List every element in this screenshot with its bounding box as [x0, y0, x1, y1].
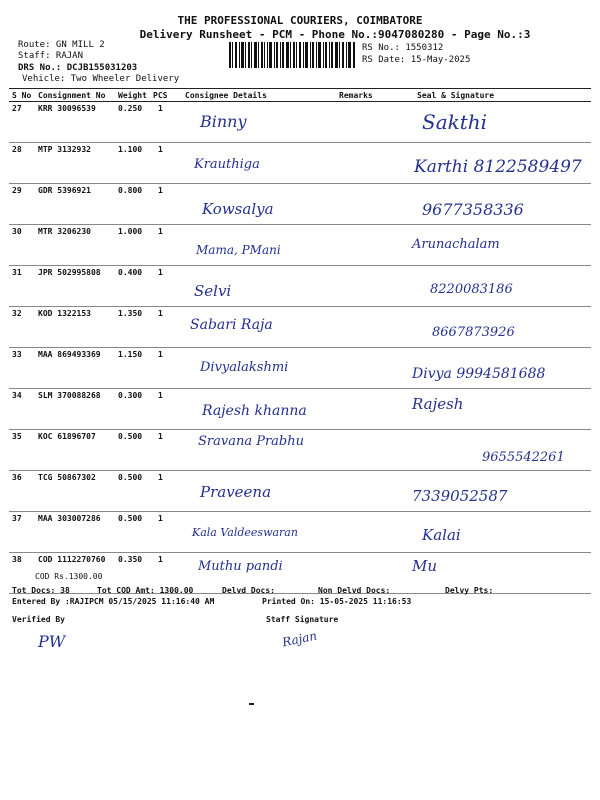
- signature-handwriting: Rajesh: [412, 395, 464, 413]
- consignee-cell: [182, 143, 336, 184]
- pcs: 1: [150, 266, 182, 307]
- delvy-pts: Delvy Pts:: [445, 586, 494, 595]
- table-row: [9, 184, 591, 225]
- tot-docs: Tot Docs: 38: [12, 586, 70, 595]
- table-row: [9, 348, 591, 389]
- consignee-cell: [182, 307, 336, 348]
- signature-handwriting: 7339052587: [412, 487, 508, 505]
- pcs: 1: [150, 184, 182, 225]
- table-row: [9, 102, 591, 143]
- table-row: [9, 143, 591, 184]
- signature-handwriting: 9677358336: [422, 200, 524, 219]
- consignee-handwriting: Divyalakshmi: [200, 360, 289, 375]
- remarks: [336, 348, 392, 389]
- pcs: 1: [150, 143, 182, 184]
- weight: 0.500: [115, 471, 150, 512]
- signature-handwriting: 9655542261: [482, 450, 565, 465]
- col-sno: S No: [9, 89, 35, 102]
- consignment-no: KOC 61896707: [35, 430, 115, 471]
- table-header-row: [9, 89, 591, 102]
- sno: 29: [9, 184, 35, 225]
- consignment-no: MTP 3132932: [35, 143, 115, 184]
- entered-by: Entered By :RAJIPCM 05/15/2025 11:16:40 AM: [12, 597, 215, 606]
- weight: 1.000: [115, 225, 150, 266]
- weight: 1.150: [115, 348, 150, 389]
- col-consignment-no: Consignment No: [35, 89, 115, 102]
- pcs: 1: [150, 471, 182, 512]
- signature-handwriting: Karthi 8122589497: [414, 157, 582, 177]
- sno: 30: [9, 225, 35, 266]
- sno: 27: [9, 102, 35, 143]
- sno: 32: [9, 307, 35, 348]
- consignee-handwriting: Kowsalya: [202, 200, 274, 218]
- signature-cell: [392, 225, 591, 266]
- remarks: [336, 184, 392, 225]
- remarks: [336, 225, 392, 266]
- signature-cell: [392, 389, 591, 430]
- consignee-cell: [182, 225, 336, 266]
- signature-handwriting: Sakthi: [422, 110, 488, 134]
- printed-on: Printed On: 15-05-2025 11:16:53: [262, 597, 412, 606]
- weight: 1.100: [115, 143, 150, 184]
- sno: 35: [9, 430, 35, 471]
- consignee-handwriting: Mama, PMani: [196, 243, 281, 257]
- consignee-cell: [182, 266, 336, 307]
- consignee-handwriting: Krauthiga: [194, 157, 260, 172]
- remarks: [336, 307, 392, 348]
- consignee-handwriting: Kala Valdeeswaran: [192, 526, 298, 539]
- rs-date: RS Date: 15-May-2025: [362, 55, 471, 65]
- pcs: 1: [150, 102, 182, 143]
- col-pcs: PCS: [150, 89, 182, 102]
- consignee-cell: [182, 471, 336, 512]
- weight: 1.350: [115, 307, 150, 348]
- consignment-no: MAA 869493369: [35, 348, 115, 389]
- remarks: [336, 102, 392, 143]
- signature-cell: [392, 266, 591, 307]
- weight: 0.250: [115, 102, 150, 143]
- delvd-docs: Delvd Docs:: [222, 586, 275, 595]
- remarks: [336, 389, 392, 430]
- signature-handwriting: 8220083186: [430, 282, 513, 297]
- non-delvd-docs: Non Delvd Docs:: [318, 586, 391, 595]
- table-row: [9, 389, 591, 430]
- signature-cell: [392, 102, 591, 143]
- remarks: [336, 471, 392, 512]
- remarks: [336, 143, 392, 184]
- consignment-no: COD 1112270760: [35, 553, 115, 594]
- consignee-handwriting: Muthu pandi: [198, 559, 283, 574]
- signature-cell: [392, 307, 591, 348]
- consignee-cell: [182, 184, 336, 225]
- pcs: 1: [150, 389, 182, 430]
- sno: 34: [9, 389, 35, 430]
- sno: 38: [9, 553, 35, 594]
- consignee-cell: [182, 512, 336, 553]
- signature-cell: [392, 471, 591, 512]
- remarks: [336, 430, 392, 471]
- company-title: THE PROFESSIONAL COURIERS, COIMBATORE: [177, 14, 423, 27]
- consignee-cell: [182, 389, 336, 430]
- weight: 0.400: [115, 266, 150, 307]
- consignee-cell: [182, 102, 336, 143]
- runsheet-table: [9, 88, 591, 594]
- consignee-handwriting: Selvi: [194, 282, 232, 300]
- staff-signature-mark: Rajan: [280, 628, 319, 650]
- consignment-no: TCG 50867302: [35, 471, 115, 512]
- consignment-no: KOD 1322153: [35, 307, 115, 348]
- col-consignee: Consignee Details: [182, 89, 336, 102]
- table-row: [9, 225, 591, 266]
- consignment-no: MTR 3206230: [35, 225, 115, 266]
- vehicle: Vehicle: Two Wheeler Delivery: [22, 74, 180, 84]
- signature-cell: [392, 143, 591, 184]
- consignee-handwriting: Rajesh khanna: [202, 403, 307, 419]
- pcs: 1: [150, 307, 182, 348]
- tot-cod-amt: Tot COD Amt: 1300.00: [97, 586, 194, 595]
- table-row: [9, 471, 591, 512]
- consignee-cell: [182, 348, 336, 389]
- weight: 0.500: [115, 430, 150, 471]
- consignee-cell: [182, 430, 336, 471]
- sno: 31: [9, 266, 35, 307]
- signature-handwriting: Arunachalam: [412, 237, 500, 252]
- weight: 0.350: [115, 553, 150, 594]
- drs-no: DRS No.: DCJB155031203: [18, 63, 138, 73]
- remarks: [336, 512, 392, 553]
- signature-cell: [392, 430, 591, 471]
- consignment-no: KRR 30096539: [35, 102, 115, 143]
- sno: 36: [9, 471, 35, 512]
- pcs: 1: [150, 512, 182, 553]
- cod-note: COD Rs.1300.00: [35, 572, 103, 581]
- consignee-handwriting: Sravana Prabhu: [198, 434, 304, 449]
- col-weight: Weight: [115, 89, 150, 102]
- verified-by-label: Verified By: [12, 615, 65, 624]
- sno: 37: [9, 512, 35, 553]
- col-remarks: Remarks: [336, 89, 392, 102]
- pcs: 1: [150, 348, 182, 389]
- barcode-graphic: [229, 42, 356, 68]
- consignee-handwriting: Binny: [200, 112, 247, 131]
- consignee-handwriting: Praveena: [200, 483, 272, 501]
- signature-handwriting: Divya 9994581688: [412, 366, 546, 382]
- consignee-handwriting: Sabari Raja: [190, 317, 273, 333]
- sno: 28: [9, 143, 35, 184]
- staff-signature-label: Staff Signature: [266, 615, 339, 624]
- weight: 0.500: [115, 512, 150, 553]
- remarks: [336, 266, 392, 307]
- stray-mark: [249, 703, 254, 705]
- weight: 0.800: [115, 184, 150, 225]
- pcs: 1: [150, 553, 182, 594]
- signature-handwriting: Mu: [412, 557, 438, 575]
- signature-cell: [392, 512, 591, 553]
- col-signature: Seal & Signature: [392, 89, 591, 102]
- table-row: [9, 430, 591, 471]
- signature-handwriting: Kalai: [422, 526, 461, 544]
- staff: Staff: RAJAN: [18, 51, 84, 61]
- runsheet-title: Delivery Runsheet - PCM - Phone No.:9047080280 - Page No.:3: [139, 28, 531, 41]
- table-row: [9, 307, 591, 348]
- sno: 33: [9, 348, 35, 389]
- table-row: [9, 266, 591, 307]
- consignment-no: JPR 502995808: [35, 266, 115, 307]
- signature-cell: [392, 184, 591, 225]
- signature-handwriting: 8667873926: [432, 325, 515, 340]
- consignment-no: GDR 5396921: [35, 184, 115, 225]
- signature-cell: [392, 348, 591, 389]
- consignment-no: SLM 370088268: [35, 389, 115, 430]
- table-row: [9, 512, 591, 553]
- verified-signature: PW: [38, 632, 66, 651]
- weight: 0.300: [115, 389, 150, 430]
- rs-no: RS No.: 1550312: [362, 43, 444, 53]
- pcs: 1: [150, 225, 182, 266]
- consignment-no: MAA 303007286: [35, 512, 115, 553]
- pcs: 1: [150, 430, 182, 471]
- route: Route: GN MILL 2: [18, 40, 105, 50]
